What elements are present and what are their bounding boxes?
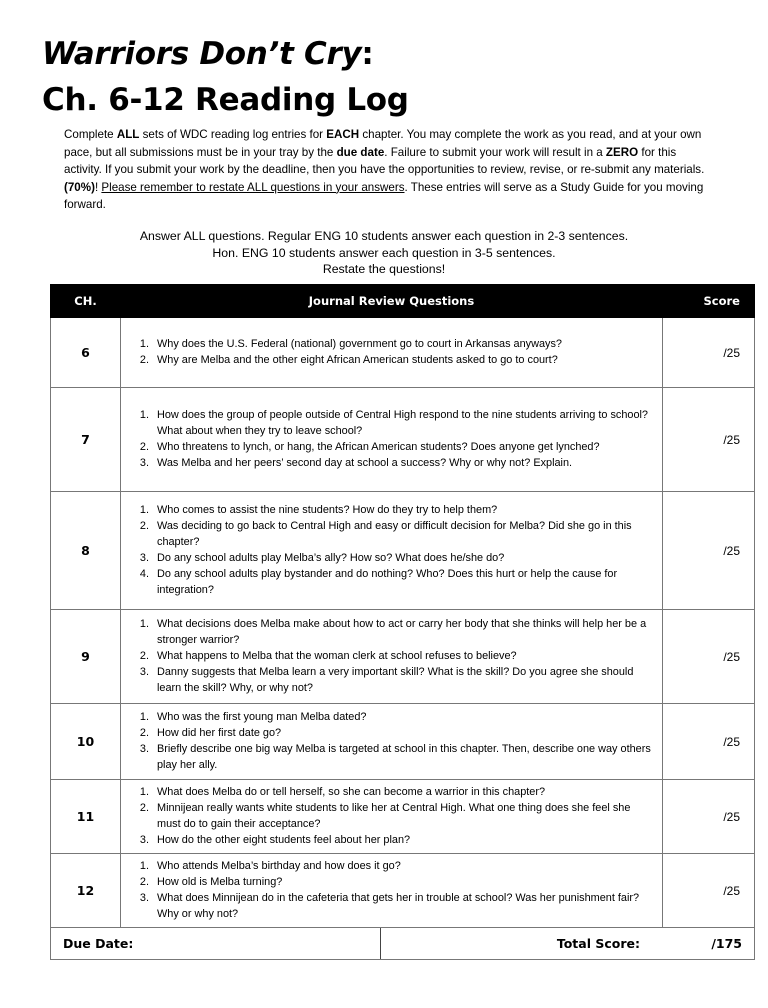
table-row bbox=[51, 388, 755, 492]
question-item: 1. Who was the first young man Melba dated? bbox=[152, 710, 654, 726]
question-item: 3. How do the other eight students feel about her plan? bbox=[152, 833, 654, 849]
question-item: 3. Do any school adults play Melba’s ally? How so? What does he/she do? bbox=[152, 551, 654, 567]
table-row bbox=[51, 492, 755, 610]
question-list bbox=[129, 617, 654, 697]
book-title: Warriors Don’t Cry bbox=[42, 36, 362, 72]
question-list bbox=[129, 710, 654, 774]
chapter-number: 11 bbox=[51, 780, 121, 854]
question-item: 2. What happens to Melba that the woman clerk at school refuses to believe? bbox=[152, 649, 654, 665]
page-subtitle: Ch. 6-12 Reading Log bbox=[42, 82, 409, 118]
question-item: 4. Do any school adults play bystander and do nothing? Who? Does this hurt or help the cause for integration? bbox=[152, 567, 654, 599]
question-item: 1. How does the group of people outside of Central High respond to the nine students arriving to school? What about when they try to leave school? bbox=[152, 408, 654, 440]
intro-emphasis: due date bbox=[336, 145, 385, 159]
header-chapter: CH. bbox=[51, 285, 121, 318]
footer-cell bbox=[51, 928, 755, 960]
chapter-number: 9 bbox=[51, 610, 121, 704]
question-list bbox=[129, 408, 654, 472]
question-list bbox=[129, 859, 654, 923]
question-list bbox=[129, 785, 654, 849]
question-item: 3. Briefly describe one big way Melba is targeted at school in this chapter. Then, describe one way others play her ally. bbox=[152, 742, 654, 774]
questions-cell bbox=[121, 854, 663, 928]
score-cell[interactable]: /25 bbox=[663, 610, 755, 704]
title-colon: : bbox=[361, 36, 374, 72]
question-item: 2. Minnijean really wants white students to like her at Central High. What one thing does she feel she must do to gain their acceptance? bbox=[152, 801, 654, 833]
question-list bbox=[129, 503, 654, 598]
page-title bbox=[42, 36, 373, 72]
score-cell[interactable]: /25 bbox=[663, 780, 755, 854]
score-cell[interactable]: /25 bbox=[663, 854, 755, 928]
intro-text: for this activity. If you submit your work by the deadline, then you have the opportunities to review, revise, or re-submit any materials. bbox=[64, 145, 705, 176]
score-cell[interactable]: /25 bbox=[663, 704, 755, 780]
questions-cell bbox=[121, 492, 663, 610]
intro-text: sets of WDC reading log entries for bbox=[139, 128, 327, 141]
question-item: 2. Why are Melba and the other eight African American students asked to go to court? bbox=[152, 353, 654, 369]
table-row bbox=[51, 854, 755, 928]
question-list bbox=[129, 337, 654, 369]
total-score-label: Total Score: bbox=[556, 936, 640, 951]
table-row bbox=[51, 318, 755, 388]
header-questions: Journal Review Questions bbox=[121, 285, 663, 318]
question-item: 3. What does Minnijean do in the cafeteria that gets her in trouble at school? Was her punishment fair? Why or why not? bbox=[152, 891, 654, 923]
question-item: 3. Was Melba and her peers’ second day at school a success? Why or why not? Explain. bbox=[152, 456, 654, 472]
question-item: 1. Who attends Melba’s birthday and how does it go? bbox=[152, 859, 654, 875]
question-item: 1. Why does the U.S. Federal (national) government go to court in Arkansas anyways? bbox=[152, 337, 654, 353]
questions-cell bbox=[121, 318, 663, 388]
chapter-number: 6 bbox=[51, 318, 121, 388]
intro-text: Complete bbox=[64, 128, 117, 141]
question-item: 3. Danny suggests that Melba learn a very important skill? What is the skill? Do you agree she should learn the skill? Why, or why not? bbox=[152, 665, 654, 697]
instruction-line: Answer ALL questions. Regular ENG 10 students answer each question in 2-3 sentences. bbox=[139, 229, 629, 243]
question-item: 2. Who threatens to lynch, or hang, the African American students? Does anyone get lynched? bbox=[152, 440, 654, 456]
table-header-row bbox=[51, 285, 755, 318]
table-row bbox=[51, 610, 755, 704]
chapter-number: 10 bbox=[51, 704, 121, 780]
question-item: 2. How did her first date go? bbox=[152, 726, 654, 742]
total-score-field[interactable] bbox=[381, 928, 754, 959]
questions-cell bbox=[121, 388, 663, 492]
intro-text: . These entries will serve as a Study Guide for you moving forward. bbox=[64, 180, 704, 211]
question-item: 2. Was deciding to go back to Central High and easy or difficult decision for Melba? Did she go in this chapter? bbox=[152, 519, 654, 551]
chapter-number: 7 bbox=[51, 388, 121, 492]
question-item: 1. What does Melba do or tell herself, so she can become a warrior in this chapter? bbox=[152, 785, 654, 801]
total-score-value: /175 bbox=[711, 936, 742, 951]
intro-text: . Failure to submit your work will result in a bbox=[384, 145, 606, 159]
question-item: 1. Who comes to assist the nine students? How do they try to help them? bbox=[152, 503, 654, 519]
intro-emphasis: ALL bbox=[116, 128, 140, 141]
score-cell[interactable]: /25 bbox=[663, 318, 755, 388]
due-date-label: Due Date: bbox=[63, 936, 134, 951]
intro-text: ! bbox=[94, 180, 102, 194]
footer-layout bbox=[51, 928, 754, 959]
intro-emphasis: EACH bbox=[326, 128, 360, 141]
due-date-field[interactable] bbox=[51, 928, 381, 959]
score-cell[interactable]: /25 bbox=[663, 388, 755, 492]
answer-instructions bbox=[40, 228, 728, 278]
table-row bbox=[51, 704, 755, 780]
questions-cell bbox=[121, 780, 663, 854]
chapter-number: 8 bbox=[51, 492, 121, 610]
intro-emphasis: ZERO bbox=[605, 145, 639, 159]
intro-underlined-note: Please remember to restate ALL questions in your answers bbox=[101, 180, 405, 194]
score-cell[interactable]: /25 bbox=[663, 492, 755, 610]
instruction-line: Restate the questions! bbox=[322, 262, 446, 276]
table-row bbox=[51, 780, 755, 854]
chapter-number: 12 bbox=[51, 854, 121, 928]
intro-paragraph bbox=[64, 126, 714, 214]
intro-text: chapter. You may complete the work as you read, and at your own pace, but all submissions must be in your tray by the bbox=[64, 128, 702, 159]
table-body bbox=[51, 318, 755, 928]
questions-cell bbox=[121, 610, 663, 704]
table-footer-row bbox=[51, 928, 755, 960]
instruction-line: Hon. ENG 10 students answer each question in 3-5 sentences. bbox=[212, 245, 556, 260]
questions-cell bbox=[121, 704, 663, 780]
question-item: 2. How old is Melba turning? bbox=[152, 875, 654, 891]
question-item: 1. What decisions does Melba make about how to act or carry her body that she thinks will help her be a stronger warrior? bbox=[152, 617, 654, 649]
reading-log-table bbox=[50, 284, 755, 960]
header-score: Score bbox=[663, 285, 755, 318]
intro-emphasis: (70%) bbox=[64, 180, 95, 194]
